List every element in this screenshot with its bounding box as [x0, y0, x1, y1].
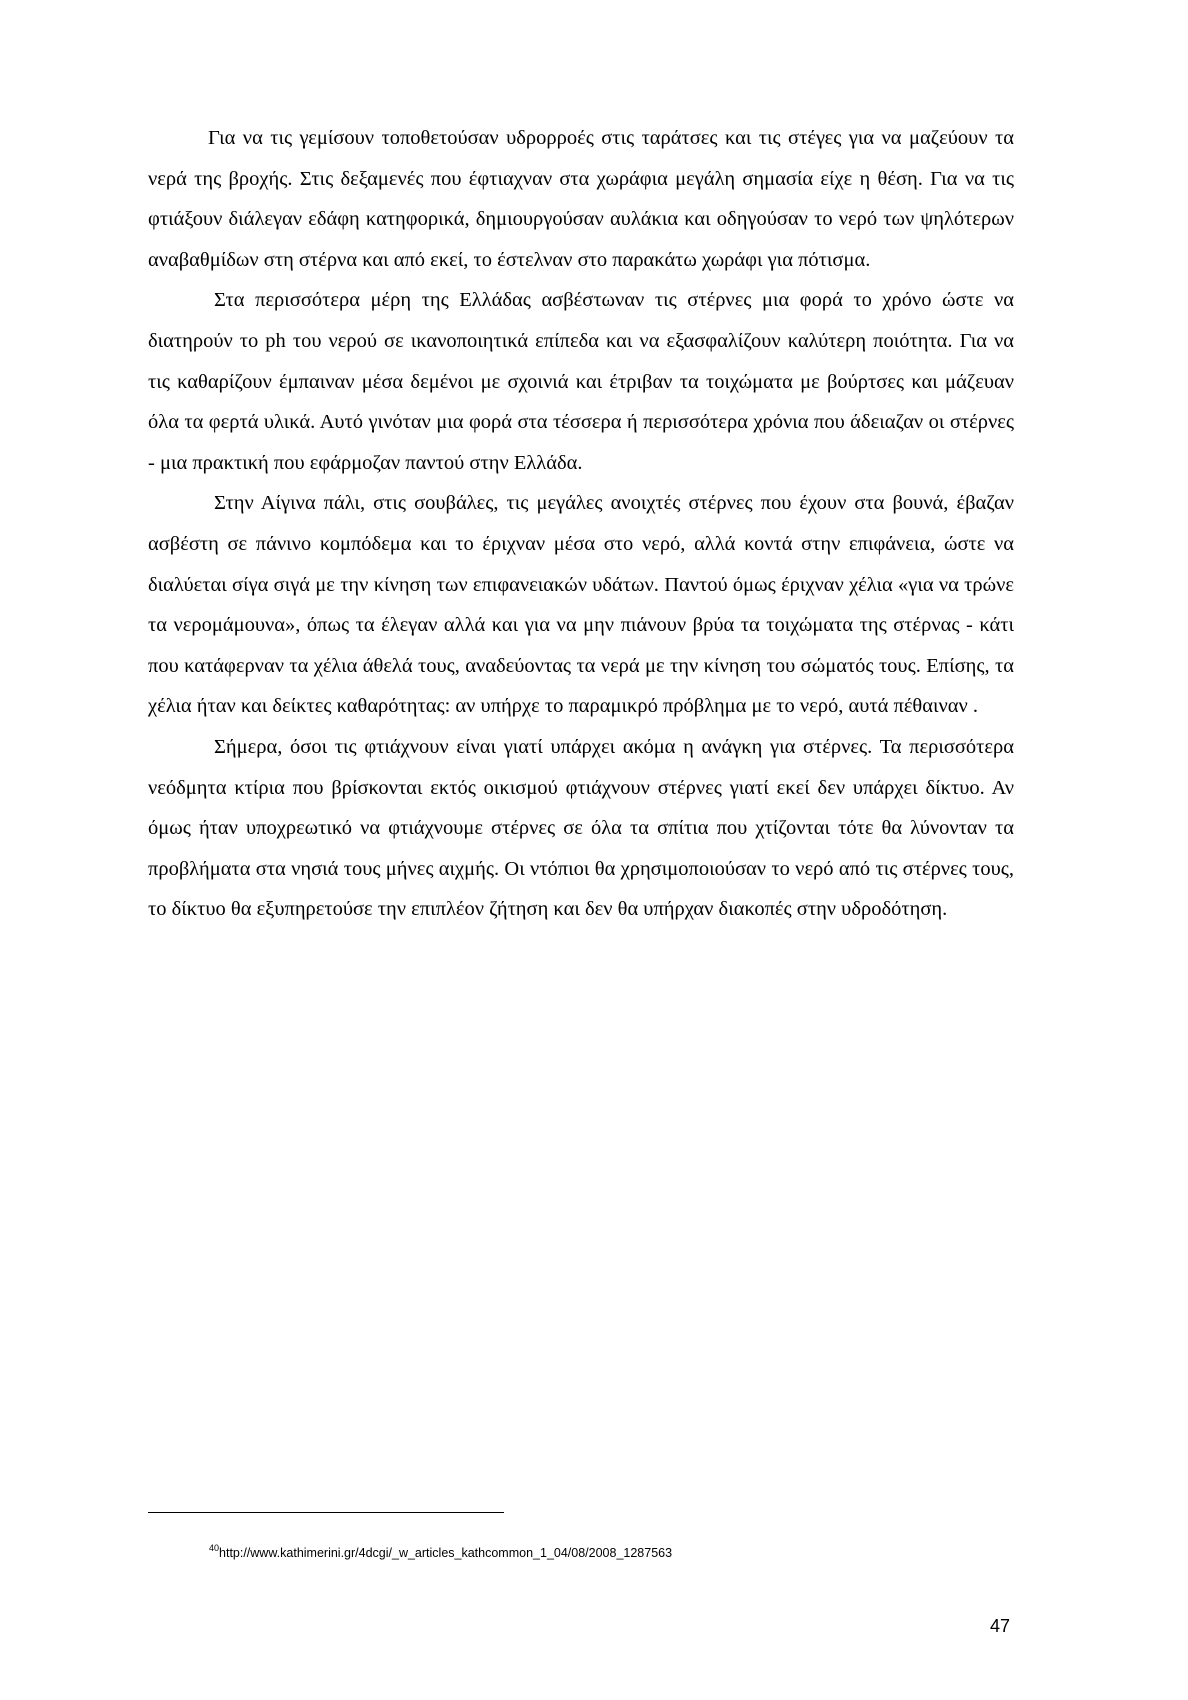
footnote-marker: 40 [209, 1542, 220, 1553]
footnote-url[interactable]: http://www.kathimerini.gr/4dcgi/_w_articles_kathcommon_1_04/08/2008_1287563 [219, 1546, 673, 1560]
paragraph-3: Στην Αίγινα πάλι, στις σουβάλες, τις μεγάλες ανοιχτές στέρνες που έχουν στα βουνά, έβαζαν ασβέστη σε πάνινο κομπόδεμα και το έριχναν μέσα στο νερό, αλλά κοντά στην επιφάνεια, ώστε να διαλύεται σίγα σιγά με την κίνηση των επιφανειακών υδάτων. Παντού όμως έριχναν χέλια «για να τρώνε τα νερομάμουνα», όπως τα έλεγαν αλλά και για να μην πιάνουν βρύα τα τοιχώματα της στέρνας - κάτι που κατάφερναν τα χέλια άθελά τους, αναδεύοντας τα νερά με την κίνηση του σώματός τους. Επίσης, τα χέλια ήταν και δείκτες καθαρότητας: αν υπήρχε το παραμικρό πρόβλημα με το νερό, αυτά πέθαιναν . [148, 492, 1014, 718]
paragraph-1: Για να τις γεμίσουν τοποθετούσαν υδρορροές στις ταράτσες και τις στέγες για να μαζεύουν τα νερά της βροχής. Στις δεξαμενές που έφτιαχναν στα χωράφια μεγάλη σημασία είχε η θέση. Για να τις φτιάξουν διάλεγαν εδάφη κατηφορικά, δημιουργούσαν αυλάκια και οδηγούσαν το νερό των ψηλότερων αναβαθμίδων στη στέρνα και από εκεί, το έστελναν στο παρακάτω χωράφι για πότισμα. [148, 127, 1014, 271]
footnote [209, 1542, 673, 1560]
paragraph-4: Σήμερα, όσοι τις φτιάχνουν είναι γιατί υπάρχει ακόμα η ανάγκη για στέρνες. Τα περισσότερα νεόδμητα κτίρια που βρίσκονται εκτός οικισμού φτιάχνουν στέρνες γιατί εκεί δεν υπάρχει δίκτυο. Αν όμως ήταν υποχρεωτικό να φτιάχνουμε στέρνες σε όλα τα σπίτια που χτίζονται τότε θα λύνονταν τα προβλήματα στα νησιά τους μήνες αιχμής. Οι ντόπιοι θα χρησιμοποιούσαν το νερό από τις στέρνες τους, το δίκτυο θα εξυπηρετούσε την επιπλέον ζήτηση και δεν θα υπήρχαν διακοπές στην υδροδότηση. [148, 735, 1014, 921]
paragraph-2: Στα περισσότερα μέρη της Ελλάδας ασβέστωναν τις στέρνες μια φορά το χρόνο ώστε να διατηρούν το ph του νερού σε ικανοποιητικά επίπεδα και να εξασφαλίζουν καλύτερη ποιότητα. Για να τις καθαρίζουν έμπαιναν μέσα δεμένοι με σχοινιά και έτριβαν τα τοιχώματα με βούρτσες και μάζευαν όλα τα φερτά υλικά. Αυτό γινόταν μια φορά στα τέσσερα ή περισσότερα χρόνια που άδειαζαν οι στέρνες - μια πρακτική που εφάρμοζαν παντού στην Ελλάδα. [148, 289, 1014, 474]
body-text [148, 118, 1014, 930]
footnote-separator [148, 1512, 504, 1513]
page-number: 47 [990, 1616, 1011, 1636]
